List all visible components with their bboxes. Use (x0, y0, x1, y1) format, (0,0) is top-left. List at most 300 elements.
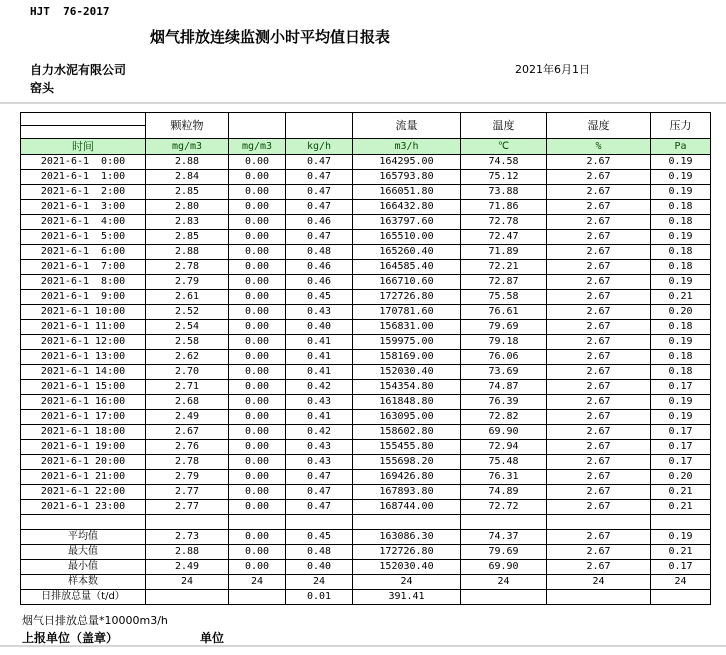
summary-row (21, 560, 711, 575)
value-cell: 2.58 (146, 335, 229, 350)
value-cell: 0.47 (286, 500, 353, 515)
summary-value-cell (146, 590, 229, 605)
value-cell: 0.42 (286, 380, 353, 395)
unit-pa: Pa (651, 139, 711, 155)
time-cell: 2021-6-1 10:00 (21, 305, 146, 320)
summary-value-cell: 163086.30 (353, 530, 461, 545)
value-cell: 2.85 (146, 230, 229, 245)
value-cell: 0.00 (229, 350, 286, 365)
value-cell: 161848.80 (353, 395, 461, 410)
value-cell: 0.00 (229, 485, 286, 500)
table-row (21, 485, 711, 500)
table-row (21, 425, 711, 440)
time-cell: 2021-6-1 0:00 (21, 155, 146, 170)
table-row (21, 455, 711, 470)
summary-label: 样本数 (21, 575, 146, 590)
summary-value-cell: 2.67 (547, 545, 651, 560)
value-cell: 0.20 (651, 470, 711, 485)
time-cell: 2021-6-1 8:00 (21, 275, 146, 290)
value-cell: 0.41 (286, 350, 353, 365)
value-cell: 74.58 (461, 155, 547, 170)
value-cell: 0.00 (229, 440, 286, 455)
col-header-flow: 流量 (353, 113, 461, 139)
value-cell: 2.76 (146, 440, 229, 455)
table-row (21, 335, 711, 350)
value-cell: 155455.80 (353, 440, 461, 455)
summary-value-cell: 74.37 (461, 530, 547, 545)
value-cell: 2.49 (146, 410, 229, 425)
value-cell: 156831.00 (353, 320, 461, 335)
summary-value-cell: 391.41 (353, 590, 461, 605)
value-cell: 2.61 (146, 290, 229, 305)
value-cell: 0.46 (286, 215, 353, 230)
value-cell: 2.67 (146, 425, 229, 440)
value-cell: 0.46 (286, 275, 353, 290)
value-cell: 2.52 (146, 305, 229, 320)
summary-value-cell: 2.67 (547, 560, 651, 575)
table-row (21, 185, 711, 200)
value-cell: 169426.80 (353, 470, 461, 485)
summary-label: 日排放总量（t/d） (21, 590, 146, 605)
col-header-blank-1 (229, 113, 286, 139)
table-row (21, 215, 711, 230)
value-cell: 0.00 (229, 170, 286, 185)
value-cell: 75.48 (461, 455, 547, 470)
value-cell: 0.17 (651, 380, 711, 395)
value-cell: 0.43 (286, 395, 353, 410)
value-cell: 0.17 (651, 425, 711, 440)
value-cell: 2.54 (146, 320, 229, 335)
value-cell: 2.85 (146, 185, 229, 200)
table-row (21, 440, 711, 455)
summary-value-cell: 24 (461, 575, 547, 590)
value-cell: 75.58 (461, 290, 547, 305)
value-cell: 165793.80 (353, 170, 461, 185)
table-row (21, 245, 711, 260)
value-cell: 166710.60 (353, 275, 461, 290)
data-rows (21, 155, 711, 605)
value-cell: 72.82 (461, 410, 547, 425)
value-cell: 155698.20 (353, 455, 461, 470)
summary-label: 平均值 (21, 530, 146, 545)
value-cell: 0.45 (286, 290, 353, 305)
value-cell: 2.67 (547, 170, 651, 185)
summary-value-cell: 0.01 (286, 590, 353, 605)
value-cell: 0.46 (286, 260, 353, 275)
value-cell: 0.00 (229, 305, 286, 320)
value-cell: 164295.00 (353, 155, 461, 170)
value-cell: 0.43 (286, 305, 353, 320)
unit-kg-h: kg/h (286, 139, 353, 155)
value-cell: 0.18 (651, 245, 711, 260)
table-row (21, 155, 711, 170)
value-cell: 2.67 (547, 275, 651, 290)
time-cell: 2021-6-1 7:00 (21, 260, 146, 275)
unit-label: 单位 (200, 631, 225, 645)
value-cell: 2.67 (547, 470, 651, 485)
summary-label: 最大值 (21, 545, 146, 560)
empty-cell (286, 515, 353, 530)
value-cell: 0.19 (651, 335, 711, 350)
value-cell: 0.48 (286, 245, 353, 260)
value-cell: 0.00 (229, 215, 286, 230)
time-cell: 2021-6-1 19:00 (21, 440, 146, 455)
value-cell: 2.67 (547, 230, 651, 245)
value-cell: 72.94 (461, 440, 547, 455)
value-cell: 0.18 (651, 260, 711, 275)
table-row (21, 500, 711, 515)
report-table (20, 112, 711, 605)
value-cell: 0.18 (651, 365, 711, 380)
value-cell: 0.47 (286, 230, 353, 245)
value-cell: 0.19 (651, 185, 711, 200)
value-cell: 0.00 (229, 200, 286, 215)
time-cell: 2021-6-1 3:00 (21, 200, 146, 215)
value-cell: 0.00 (229, 365, 286, 380)
summary-value-cell: 0.45 (286, 530, 353, 545)
empty-cell (651, 515, 711, 530)
value-cell: 164585.40 (353, 260, 461, 275)
daily-total-note: 烟气日排放总量*10000m3/h (22, 614, 168, 627)
summary-value-cell: 69.90 (461, 560, 547, 575)
value-cell: 2.67 (547, 425, 651, 440)
value-cell: 2.77 (146, 500, 229, 515)
value-cell: 0.00 (229, 320, 286, 335)
time-cell: 2021-6-1 4:00 (21, 215, 146, 230)
value-cell: 72.72 (461, 500, 547, 515)
value-cell: 2.88 (146, 155, 229, 170)
time-header: 时间 (21, 139, 146, 155)
summary-value-cell: 0.00 (229, 560, 286, 575)
value-cell: 0.00 (229, 470, 286, 485)
table-row (21, 380, 711, 395)
value-cell: 0.21 (651, 290, 711, 305)
value-cell: 2.84 (146, 170, 229, 185)
value-cell: 2.78 (146, 260, 229, 275)
time-cell: 2021-6-1 9:00 (21, 290, 146, 305)
value-cell: 0.00 (229, 380, 286, 395)
value-cell: 2.67 (547, 380, 651, 395)
value-cell: 0.00 (229, 395, 286, 410)
value-cell: 2.83 (146, 215, 229, 230)
value-cell: 0.00 (229, 275, 286, 290)
value-cell: 0.47 (286, 485, 353, 500)
table-row (21, 200, 711, 215)
value-cell: 76.31 (461, 470, 547, 485)
time-cell: 2021-6-1 2:00 (21, 185, 146, 200)
value-cell: 0.19 (651, 410, 711, 425)
bottom-divider (0, 645, 726, 647)
value-cell: 0.00 (229, 245, 286, 260)
summary-value-cell: 2.49 (146, 560, 229, 575)
value-cell: 74.87 (461, 380, 547, 395)
unit-celsius: ℃ (461, 139, 547, 155)
col-header-pressure: 压力 (651, 113, 711, 139)
table-row (21, 470, 711, 485)
value-cell: 76.39 (461, 395, 547, 410)
summary-value-cell: 24 (547, 575, 651, 590)
value-cell: 0.19 (651, 230, 711, 245)
value-cell: 0.17 (651, 440, 711, 455)
table-row (21, 305, 711, 320)
value-cell: 2.67 (547, 395, 651, 410)
value-cell: 170781.60 (353, 305, 461, 320)
value-cell: 72.21 (461, 260, 547, 275)
summary-value-cell: 79.69 (461, 545, 547, 560)
value-cell: 0.00 (229, 500, 286, 515)
value-cell: 0.19 (651, 275, 711, 290)
value-cell: 166432.80 (353, 200, 461, 215)
value-cell: 74.89 (461, 485, 547, 500)
value-cell: 2.67 (547, 245, 651, 260)
empty-cell (146, 515, 229, 530)
value-cell: 158169.00 (353, 350, 461, 365)
col-header-blank-2 (286, 113, 353, 139)
table-row (21, 365, 711, 380)
summary-value-cell: 0.40 (286, 560, 353, 575)
summary-value-cell (651, 590, 711, 605)
header-blank-cell (21, 113, 146, 126)
time-cell: 2021-6-1 21:00 (21, 470, 146, 485)
value-cell: 0.47 (286, 155, 353, 170)
time-cell: 2021-6-1 12:00 (21, 335, 146, 350)
summary-row (21, 530, 711, 545)
value-cell: 2.67 (547, 200, 651, 215)
value-cell: 163095.00 (353, 410, 461, 425)
value-cell: 0.21 (651, 485, 711, 500)
summary-value-cell (229, 590, 286, 605)
company-name: 自力水泥有限公司 (30, 63, 127, 77)
value-cell: 0.00 (229, 230, 286, 245)
table-row (21, 395, 711, 410)
summary-row (21, 575, 711, 590)
summary-value-cell: 2.88 (146, 545, 229, 560)
value-cell: 72.47 (461, 230, 547, 245)
value-cell: 0.00 (229, 335, 286, 350)
summary-value-cell: 24 (286, 575, 353, 590)
spacer-row (21, 515, 711, 530)
table-row (21, 230, 711, 245)
empty-cell (21, 515, 146, 530)
value-cell: 154354.80 (353, 380, 461, 395)
value-cell: 2.67 (547, 350, 651, 365)
summary-value-cell: 0.21 (651, 545, 711, 560)
value-cell: 168744.00 (353, 500, 461, 515)
summary-value-cell (461, 590, 547, 605)
value-cell: 2.67 (547, 320, 651, 335)
time-cell: 2021-6-1 13:00 (21, 350, 146, 365)
summary-value-cell: 0.00 (229, 545, 286, 560)
table-row (21, 170, 711, 185)
time-cell: 2021-6-1 15:00 (21, 380, 146, 395)
empty-cell (353, 515, 461, 530)
value-cell: 2.67 (547, 185, 651, 200)
unit-mg-m3-1: mg/m3 (146, 139, 229, 155)
summary-value-cell: 0.19 (651, 530, 711, 545)
value-cell: 0.47 (286, 170, 353, 185)
summary-label: 最小值 (21, 560, 146, 575)
value-cell: 0.00 (229, 425, 286, 440)
value-cell: 0.20 (651, 305, 711, 320)
value-cell: 2.70 (146, 365, 229, 380)
value-cell: 0.00 (229, 185, 286, 200)
value-cell: 2.88 (146, 245, 229, 260)
value-cell: 2.62 (146, 350, 229, 365)
empty-cell (547, 515, 651, 530)
value-cell: 2.67 (547, 365, 651, 380)
value-cell: 2.71 (146, 380, 229, 395)
value-cell: 2.79 (146, 470, 229, 485)
empty-cell (229, 515, 286, 530)
value-cell: 2.68 (146, 395, 229, 410)
value-cell: 2.67 (547, 440, 651, 455)
value-cell: 2.77 (146, 485, 229, 500)
value-cell: 0.40 (286, 320, 353, 335)
unit-header-row (21, 139, 711, 155)
value-cell: 0.43 (286, 440, 353, 455)
value-cell: 0.00 (229, 410, 286, 425)
value-cell: 2.67 (547, 155, 651, 170)
value-cell: 0.43 (286, 455, 353, 470)
page-title: 烟气排放连续监测小时平均值日报表 (149, 28, 390, 46)
summary-value-cell: 24 (651, 575, 711, 590)
value-cell: 69.90 (461, 425, 547, 440)
value-cell: 0.19 (651, 155, 711, 170)
value-cell: 75.12 (461, 170, 547, 185)
value-cell: 0.00 (229, 455, 286, 470)
summary-value-cell: 0.48 (286, 545, 353, 560)
value-cell: 71.86 (461, 200, 547, 215)
header-blank-cell (21, 126, 146, 139)
summary-value-cell: 2.73 (146, 530, 229, 545)
value-cell: 152030.40 (353, 365, 461, 380)
unit-m3-h: m3/h (353, 139, 461, 155)
value-cell: 2.79 (146, 275, 229, 290)
summary-value-cell: 0.00 (229, 530, 286, 545)
value-cell: 0.18 (651, 320, 711, 335)
report-date: 2021年6月1日 (515, 63, 590, 76)
value-cell: 2.67 (547, 455, 651, 470)
table-row (21, 275, 711, 290)
summary-value-cell: 152030.40 (353, 560, 461, 575)
time-cell: 2021-6-1 23:00 (21, 500, 146, 515)
value-cell: 2.67 (547, 410, 651, 425)
time-cell: 2021-6-1 14:00 (21, 365, 146, 380)
summary-row (21, 590, 711, 605)
value-cell: 159975.00 (353, 335, 461, 350)
time-cell: 2021-6-1 16:00 (21, 395, 146, 410)
time-cell: 2021-6-1 18:00 (21, 425, 146, 440)
value-cell: 79.18 (461, 335, 547, 350)
value-cell: 76.06 (461, 350, 547, 365)
value-cell: 2.78 (146, 455, 229, 470)
time-cell: 2021-6-1 1:00 (21, 170, 146, 185)
value-cell: 0.41 (286, 410, 353, 425)
value-cell: 166051.80 (353, 185, 461, 200)
value-cell: 0.17 (651, 455, 711, 470)
value-cell: 2.67 (547, 290, 651, 305)
value-cell: 0.18 (651, 200, 711, 215)
value-cell: 2.67 (547, 335, 651, 350)
station-name: 窑头 (30, 81, 55, 95)
summary-value-cell (547, 590, 651, 605)
top-divider (0, 102, 726, 104)
time-cell: 2021-6-1 5:00 (21, 230, 146, 245)
table-row (21, 320, 711, 335)
value-cell: 2.67 (547, 260, 651, 275)
value-cell: 0.42 (286, 425, 353, 440)
value-cell: 0.00 (229, 290, 286, 305)
summary-value-cell: 2.67 (547, 530, 651, 545)
value-cell: 0.18 (651, 350, 711, 365)
time-cell: 2021-6-1 17:00 (21, 410, 146, 425)
value-cell: 2.67 (547, 215, 651, 230)
value-cell: 0.18 (651, 215, 711, 230)
value-cell: 2.67 (547, 485, 651, 500)
table-row (21, 410, 711, 425)
value-cell: 0.19 (651, 170, 711, 185)
value-cell: 2.67 (547, 500, 651, 515)
value-cell: 163797.60 (353, 215, 461, 230)
report-unit-label: 上报单位（盖章） (22, 631, 119, 645)
value-cell: 2.67 (547, 305, 651, 320)
summary-value-cell: 172726.80 (353, 545, 461, 560)
value-cell: 79.69 (461, 320, 547, 335)
summary-value-cell: 24 (353, 575, 461, 590)
value-cell: 172726.80 (353, 290, 461, 305)
value-cell: 0.00 (229, 155, 286, 170)
value-cell: 0.47 (286, 185, 353, 200)
time-cell: 2021-6-1 22:00 (21, 485, 146, 500)
col-header-temperature: 温度 (461, 113, 547, 139)
value-cell: 72.87 (461, 275, 547, 290)
unit-mg-m3-2: mg/m3 (229, 139, 286, 155)
time-cell: 2021-6-1 11:00 (21, 320, 146, 335)
value-cell: 76.61 (461, 305, 547, 320)
value-cell: 71.89 (461, 245, 547, 260)
value-cell: 165260.40 (353, 245, 461, 260)
value-cell: 0.21 (651, 500, 711, 515)
value-cell: 0.41 (286, 365, 353, 380)
col-header-humidity: 湿度 (547, 113, 651, 139)
value-cell: 0.41 (286, 335, 353, 350)
table-row (21, 260, 711, 275)
value-cell: 73.69 (461, 365, 547, 380)
value-cell: 165510.00 (353, 230, 461, 245)
summary-value-cell: 24 (229, 575, 286, 590)
standard-number: HJT 76-2017 (30, 5, 110, 18)
value-cell: 0.19 (651, 395, 711, 410)
empty-cell (461, 515, 547, 530)
col-header-particulate: 颗粒物 (146, 113, 229, 139)
value-cell: 73.88 (461, 185, 547, 200)
value-cell: 0.47 (286, 200, 353, 215)
time-cell: 2021-6-1 6:00 (21, 245, 146, 260)
value-cell: 2.80 (146, 200, 229, 215)
value-cell: 72.78 (461, 215, 547, 230)
table-row (21, 290, 711, 305)
summary-row (21, 545, 711, 560)
value-cell: 0.47 (286, 470, 353, 485)
unit-percent: % (547, 139, 651, 155)
value-cell: 167893.80 (353, 485, 461, 500)
summary-value-cell: 0.17 (651, 560, 711, 575)
value-cell: 158602.80 (353, 425, 461, 440)
time-cell: 2021-6-1 20:00 (21, 455, 146, 470)
table-row (21, 350, 711, 365)
value-cell: 0.00 (229, 260, 286, 275)
summary-value-cell: 24 (146, 575, 229, 590)
